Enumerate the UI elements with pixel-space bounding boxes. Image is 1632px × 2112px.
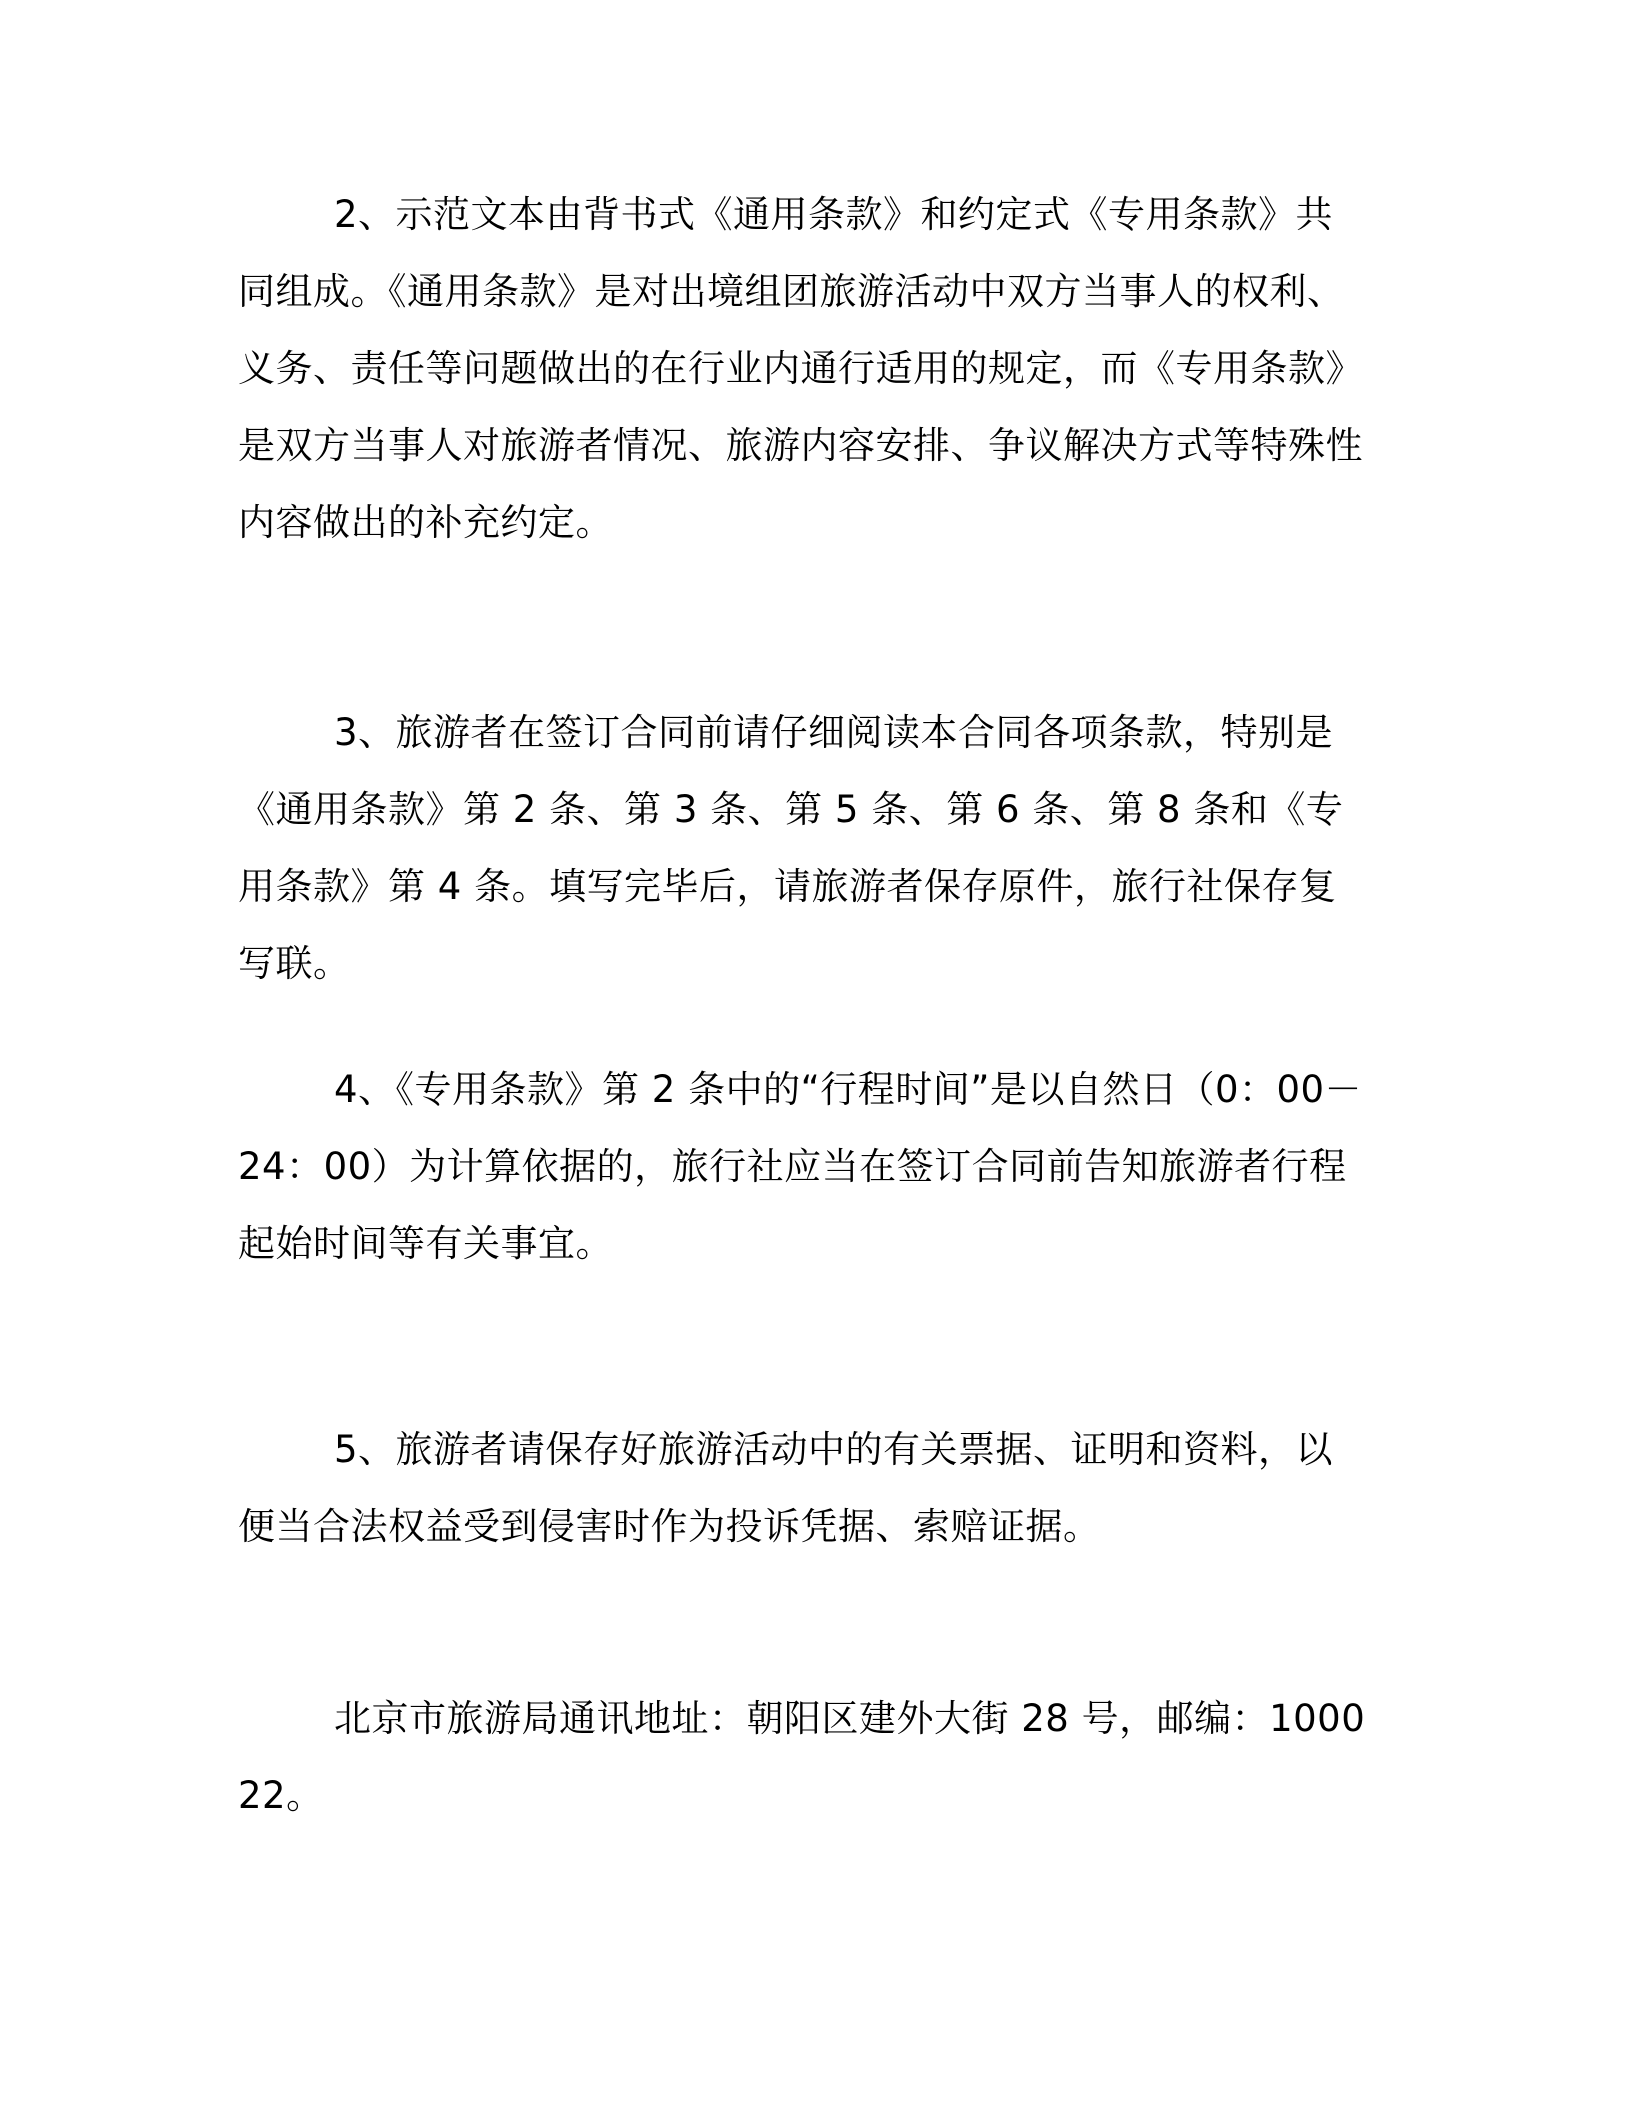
- paragraph-item-4: 4、《专用条款》第 2 条中的“行程时间”是以自然日（0：00－24：00）为计算依据的，旅行社应当在签订合同前告知旅游者行程起始时间等有关事宜。: [238, 1068, 1363, 1265]
- paragraph-item-2: 2、示范文本由背书式《通用条款》和约定式《专用条款》共同组成。《通用条款》是对出境组团旅游活动中双方当事人的权利、义务、责任等问题做出的在行业内通行适用的规定，而《专用条款》是双方当事人对旅游者情况、旅游内容安排、争议解决方式等特殊性内容做出的补充约定。: [238, 193, 1363, 544]
- address-paragraph: 北京市旅游局通讯地址：朝阳区建外大街 28 号，邮编：100022。: [238, 1697, 1366, 1817]
- paragraph-item-5: 5、旅游者请保存好旅游活动中的有关票据、证明和资料，以便当合法权益受到侵害时作为投诉凭据、索赔证据。: [238, 1428, 1334, 1548]
- paragraph-item-3: 3、旅游者在签订合同前请仔细阅读本合同各项条款，特别是《通用条款》第 2 条、第 3 条、第 5 条、第 6 条、第 8 条和《专用条款》第 4 条。填写完毕后，请旅游者保存原件，旅行社保存复写联。: [238, 711, 1344, 985]
